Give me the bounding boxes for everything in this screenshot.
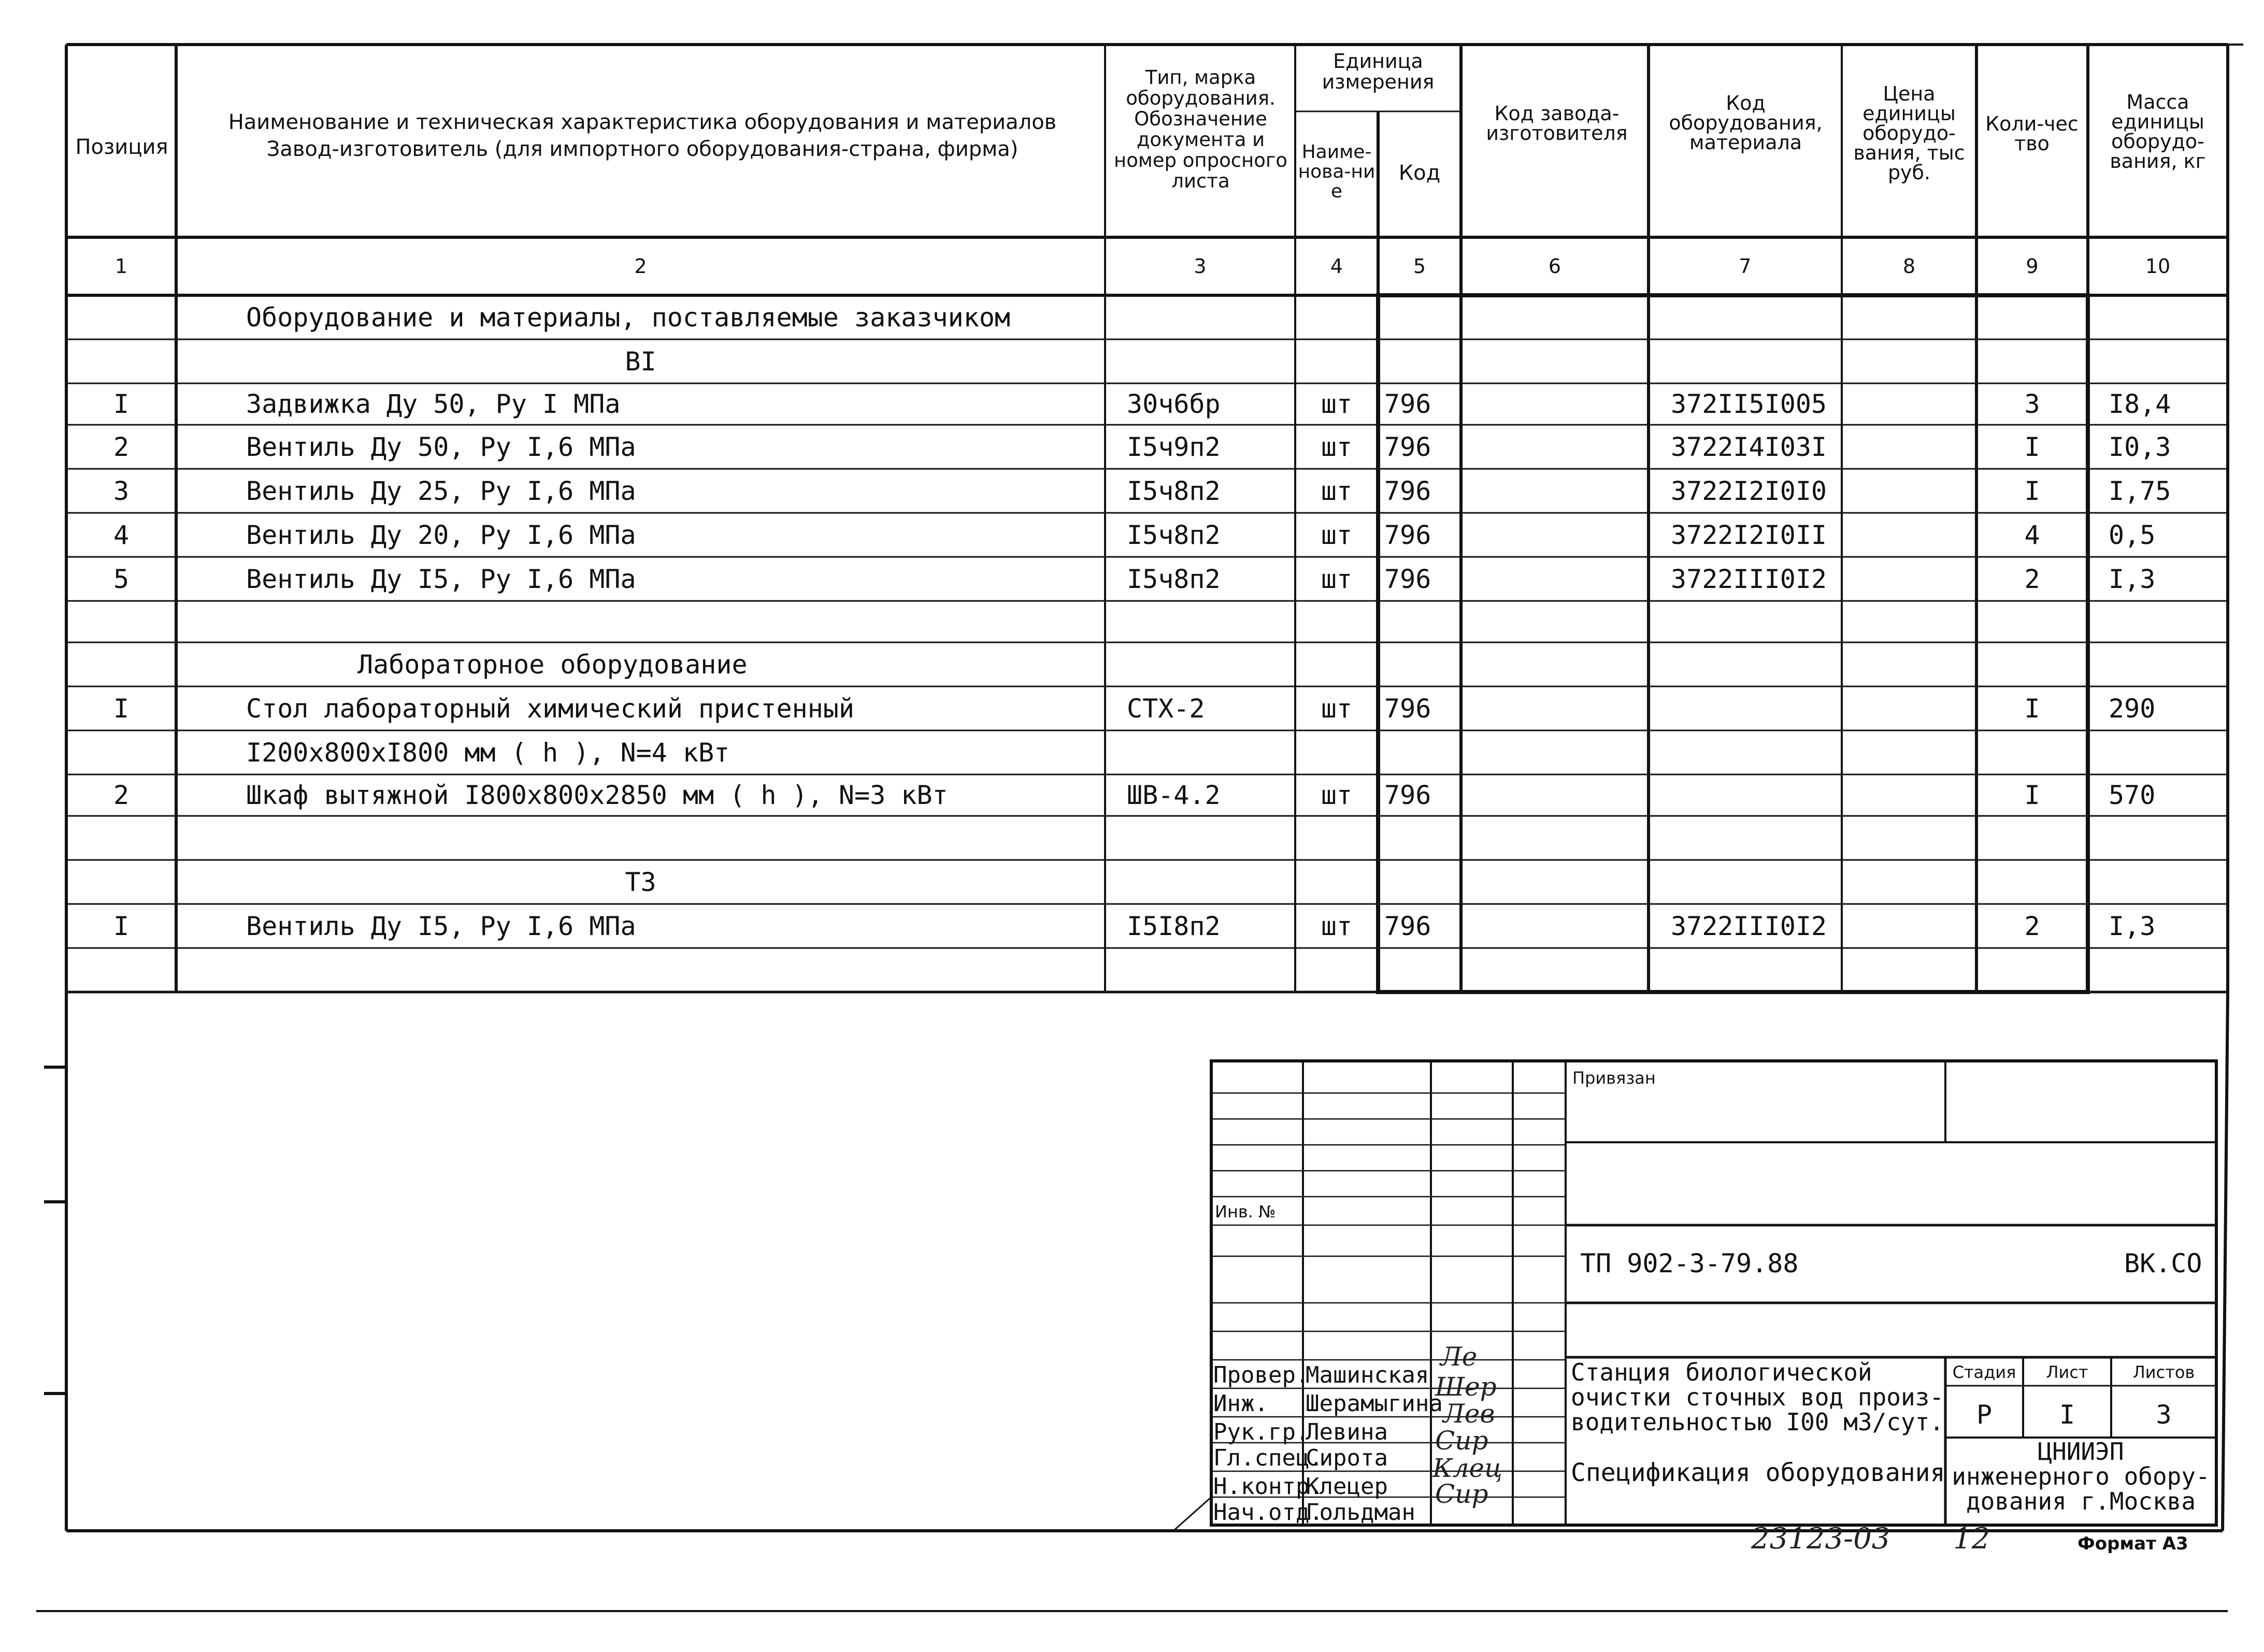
cell-type: I5ч8п2 — [1127, 520, 1221, 550]
cell-qty: I — [2024, 780, 2040, 810]
header-mass: Масса единицы оборудо-вания, кг — [2110, 91, 2206, 173]
col-number-1: 1 — [114, 255, 128, 278]
cell-pos: 3 — [113, 476, 130, 506]
col-number-2: 2 — [634, 255, 647, 278]
signer-role: Н.контр. — [1213, 1473, 1323, 1500]
cell-eqcode: 3722I4I03I — [1671, 432, 1827, 462]
cell-name: Вентиль Ду 50, Ру I,6 МПа — [246, 432, 636, 462]
sheet-number: 12 — [1953, 1522, 1990, 1556]
signature-1: Ле — [1440, 1342, 1478, 1372]
cell-unit: шт — [1321, 432, 1353, 462]
cell-pos: 2 — [113, 780, 130, 810]
sheets-value: 3 — [2156, 1400, 2172, 1430]
cell-qty: 4 — [2024, 520, 2040, 550]
organization-line3: дования г.Москва — [1966, 1487, 2196, 1515]
header-name-line1: Наименование и техническая характеристика оборудования и материалов — [228, 110, 1057, 134]
sheet-value: I — [2059, 1400, 2075, 1430]
cell-type: I5ч9п2 — [1127, 432, 1221, 462]
signer-role: Нач.отд. — [1213, 1499, 1323, 1526]
header-type: Тип, марка оборудования. Обозначение документа и номер опросного листа — [1114, 66, 1287, 192]
cell-type: I5ч8п2 — [1127, 564, 1221, 594]
signature-5: Клец — [1432, 1453, 1503, 1483]
cell-pos: I — [113, 693, 130, 724]
cell-unit: шт — [1321, 911, 1353, 941]
cell-code: 796 — [1384, 911, 1431, 941]
cell-name: Вентиль Ду 25, Ру I,6 МПа — [246, 476, 636, 506]
cell-pos: 2 — [113, 432, 130, 462]
document-mark: ВК.СО — [2124, 1248, 2202, 1278]
cell-unit: шт — [1321, 780, 1353, 810]
cell-unit: шт — [1321, 564, 1353, 594]
cell-mass: I0,3 — [2109, 432, 2171, 462]
col-number-9: 9 — [2026, 255, 2039, 278]
col-number-6: 6 — [1548, 255, 1561, 278]
header-factory-code: Код завода-изготовителя — [1486, 102, 1628, 145]
header-unit-name: Наиме-нова-ние — [1298, 141, 1375, 202]
cell-pos: 5 — [113, 564, 130, 594]
cell-qty: 2 — [2024, 564, 2040, 594]
cell-type: ШВ-4.2 — [1127, 780, 1221, 810]
cell-pos: I — [113, 911, 130, 941]
cell-mass: I,3 — [2109, 564, 2156, 594]
cell-eqcode: 3722I2I0I0 — [1671, 476, 1827, 506]
organization — [1945, 1439, 2216, 1514]
cell-qty: 2 — [2024, 911, 2040, 941]
cell-name: BI — [625, 346, 656, 377]
col-number-10: 10 — [2145, 255, 2171, 278]
col-number-5: 5 — [1413, 255, 1426, 278]
organization-line1: ЦНИИЭП — [2038, 1438, 2124, 1466]
signer-role: Рук.гр. — [1213, 1419, 1310, 1445]
signer-name: Машинская — [1306, 1362, 1429, 1388]
organization-line2: инженерного обору- — [1952, 1462, 2210, 1490]
cell-code: 796 — [1384, 564, 1431, 594]
header-name-line2: Завод-изготовитель (для импортного оборудования-страна, фирма) — [266, 137, 1019, 161]
cell-name: Вентиль Ду I5, Ру I,6 МПа — [246, 911, 636, 941]
project-title-line3: водительностью I00 м3/сут. — [1571, 1408, 1944, 1436]
stage-label: Стадия — [1952, 1362, 2016, 1382]
cell-unit: шт — [1321, 520, 1353, 550]
cell-name: I200x800xI800 мм ( h ), N=4 кВт — [246, 737, 730, 768]
stage-value: Р — [1976, 1400, 1993, 1430]
cell-unit: шт — [1321, 476, 1353, 506]
archive-number: 23123-03 — [1751, 1522, 1890, 1556]
cell-qty: 3 — [2024, 389, 2040, 419]
cell-eqcode: 3722I2I0II — [1671, 520, 1827, 550]
cell-name: Лабораторное оборудование — [357, 649, 748, 680]
cell-eqcode: 3722III0I2 — [1671, 564, 1827, 594]
project-title-line1: Станция биологической — [1571, 1358, 1872, 1386]
cell-name: Оборудование и материалы, поставляемые заказчиком — [246, 302, 1011, 333]
cell-type: I5ч8п2 — [1127, 476, 1221, 506]
cell-eqcode: 3722III0I2 — [1671, 911, 1827, 941]
signature-6: Сир — [1435, 1479, 1488, 1509]
header-quantity: Коли-чество — [1985, 112, 2079, 155]
project-title — [1571, 1360, 1944, 1434]
cell-code: 796 — [1384, 432, 1431, 462]
cell-name: Вентиль Ду I5, Ру I,6 МПа — [246, 564, 636, 594]
cell-qty: I — [2024, 693, 2040, 724]
signature-3: Лев — [1443, 1399, 1495, 1429]
cell-eqcode: 372II5I005 — [1671, 389, 1827, 419]
cell-name: Шкаф вытяжной I800x800x2850 мм ( h ), N=3 кВт — [246, 780, 948, 810]
cell-code: 796 — [1384, 520, 1431, 550]
header-position: Позиция — [75, 135, 168, 159]
cell-mass: I,3 — [2109, 911, 2156, 941]
signature-4: Сир — [1435, 1426, 1488, 1456]
inventory-number-label: Инв. № — [1215, 1202, 1276, 1222]
sheet-label: Лист — [2046, 1362, 2088, 1382]
cell-pos: 4 — [113, 520, 130, 550]
col-number-8: 8 — [1902, 255, 1916, 278]
col-number-7: 7 — [1739, 255, 1752, 278]
header-unit-group: Единица измерения — [1322, 50, 1435, 93]
cell-mass: 0,5 — [2109, 520, 2156, 550]
cell-code: 796 — [1384, 693, 1431, 724]
cell-pos: I — [113, 389, 130, 419]
cell-unit: шт — [1321, 389, 1353, 419]
cell-name: Вентиль Ду 20, Ру I,6 МПа — [246, 520, 636, 550]
signer-name: Гольдман — [1306, 1499, 1415, 1526]
sheets-label: Листов — [2132, 1362, 2195, 1382]
header-unit-code: Код — [1398, 161, 1441, 185]
cell-code: 796 — [1384, 476, 1431, 506]
signer-role: Инж. — [1213, 1390, 1268, 1417]
signer-role: Провер. — [1213, 1362, 1310, 1388]
signer-name: Клецер — [1306, 1473, 1388, 1500]
cell-name: Стол лабораторный химический пристенный — [246, 693, 854, 724]
header-price: Цена единицы оборудо-вания, тыс руб. — [1853, 82, 1965, 184]
cell-mass: 570 — [2109, 780, 2156, 810]
cell-mass: 290 — [2109, 693, 2156, 724]
cell-type: СТХ-2 — [1127, 693, 1205, 724]
cell-name: Задвижка Ду 50, Ру I МПа — [246, 389, 621, 419]
header-equipment-code: Код оборудования, материала — [1669, 92, 1823, 154]
project-title-line2: очистки сточных вод произ- — [1571, 1383, 1944, 1411]
format-label: Формат А3 — [2077, 1533, 2188, 1554]
cell-code: 796 — [1384, 389, 1431, 419]
cell-mass: I,75 — [2109, 476, 2171, 506]
cell-type: 30ч6бр — [1127, 389, 1221, 419]
cell-unit: шт — [1321, 693, 1353, 724]
cell-code: 796 — [1384, 780, 1431, 810]
signature-2: Шер — [1435, 1372, 1497, 1402]
signer-name: Шерамыгина — [1306, 1390, 1443, 1417]
document-name: Спецификация оборудования — [1571, 1458, 1945, 1487]
col-number-4: 4 — [1330, 255, 1343, 278]
signer-name: Левина — [1306, 1419, 1388, 1445]
signer-role: Гл.спец. — [1213, 1445, 1323, 1471]
cell-name: Т3 — [625, 867, 656, 897]
document-code: ТП 902-3-79.88 — [1580, 1248, 1799, 1278]
cell-mass: I8,4 — [2109, 389, 2171, 419]
privyazan-label: Привязан — [1572, 1068, 1656, 1088]
col-number-3: 3 — [1194, 255, 1207, 278]
header-name — [181, 109, 1104, 163]
signer-name: Сирота — [1306, 1445, 1388, 1471]
cell-type: I5I8п2 — [1127, 911, 1221, 941]
cell-qty: I — [2024, 432, 2040, 462]
cell-qty: I — [2024, 476, 2040, 506]
